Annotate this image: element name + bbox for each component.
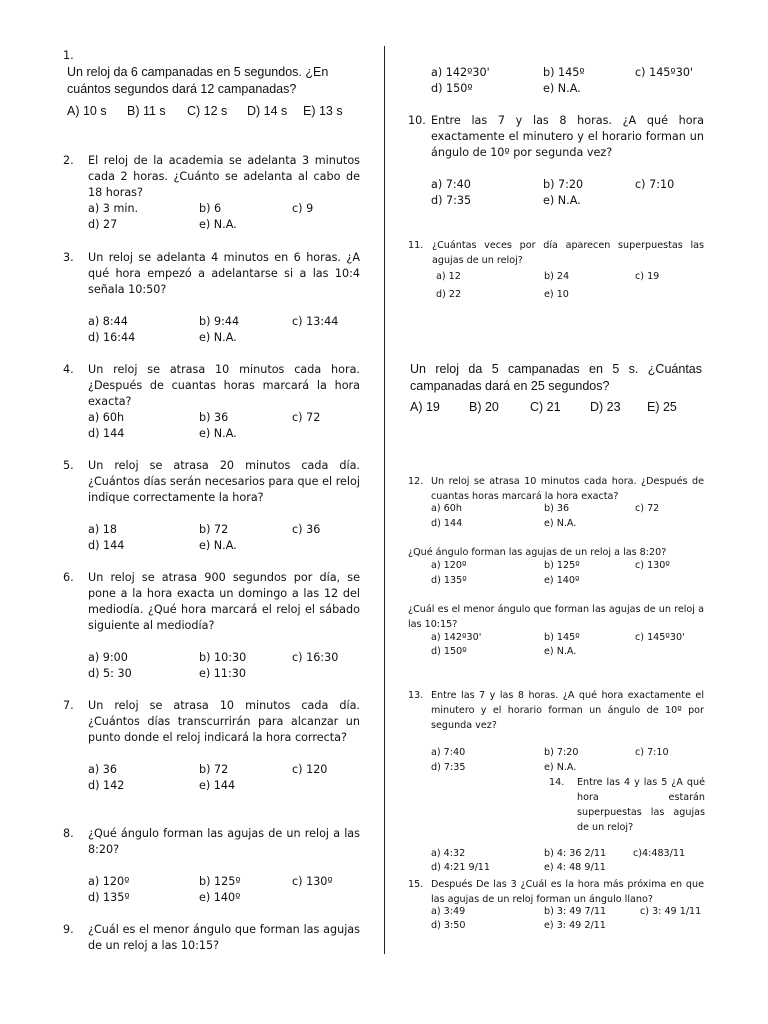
q6-option-c: c) 16:30	[292, 651, 339, 664]
q7-option-a: a) 36	[88, 763, 118, 776]
q9-option-a: a) 142º30'	[431, 66, 490, 79]
q14-option-d: d) 4:21 9/11	[431, 862, 491, 873]
angle2-option-e: e) N.A.	[544, 646, 577, 657]
q3-option-b: b) 9:44	[199, 315, 240, 328]
q8-option-e: e) 140º	[199, 891, 241, 904]
q7-option-d: d) 142	[88, 779, 125, 792]
q14-option-b: b) 4: 36 2/11	[544, 848, 607, 859]
q14-option-a: a) 4:32	[431, 848, 466, 859]
q11-option-b: b) 24	[544, 271, 570, 282]
q6-option-d: d) 5: 30	[88, 667, 132, 680]
question-11-text: ¿Cuántas veces por día aparecen superpuestas las agujas de un reloj?	[432, 240, 704, 266]
q15-option-d: d) 3:50	[431, 920, 466, 931]
angle2-option-c: c) 145º30'	[635, 632, 685, 643]
q4-option-a: a) 60h	[88, 411, 125, 424]
question-bells-text: Un reloj da 5 campanadas en 5 s. ¿Cuántas campanadas dará en 25 segundos?	[410, 362, 702, 393]
angle1-option-e: e) 140º	[544, 575, 580, 586]
q13-option-a: a) 7:40	[431, 747, 466, 758]
q5-option-b: b) 72	[199, 523, 229, 536]
question-10-text: Entre las 7 y las 8 horas. ¿A qué hora exactamente el minutero y el horario forman un ángulo de 10º por segunda vez?	[431, 114, 704, 159]
q12-option-a: a) 60h	[431, 503, 462, 514]
question-6-text: Un reloj se atrasa 900 segundos por día, se pone a la hora exacta un domingo a las 12 del mediodía. ¿Qué hora marcará el reloj el sábado siguiente al mediodía?	[88, 571, 360, 632]
question-4-text: Un reloj se atrasa 10 minutos cada hora. ¿Después de cuantas horas marcará la hora exacta?	[88, 363, 360, 408]
question-number-11: 11.	[408, 240, 424, 251]
question-number-1: 1.	[63, 49, 74, 62]
q7-option-b: b) 72	[199, 763, 229, 776]
q1-option-a: A) 10 s	[67, 104, 107, 118]
q11-option-c: c) 19	[635, 271, 660, 282]
q1-option-d: D) 14 s	[247, 104, 288, 118]
q12-option-e: e) N.A.	[544, 518, 577, 529]
q8-option-a: a) 120º	[88, 875, 130, 888]
question-7-text: Un reloj se atrasa 10 minutos cada día. ¿Cuántos días transcurrirán para alcanzar un punto donde el reloj indicará la hora correcta?	[88, 699, 360, 744]
q3-option-a: a) 8:44	[88, 315, 128, 328]
question-number-10: 10.	[408, 114, 426, 127]
angle2-option-a: a) 142º30'	[431, 632, 482, 643]
question-angle-1015-text: ¿Cuál es el menor ángulo que forman las agujas de un reloj a las 10:15?	[408, 604, 704, 630]
question-15-text: Después De las 3 ¿Cuál es la hora más próxima en que las agujas de un reloj forman un ángulo llano?	[431, 879, 704, 905]
angle2-option-d: d) 150º	[431, 646, 467, 657]
question-number-5: 5.	[63, 459, 74, 472]
q5-option-c: c) 36	[292, 523, 321, 536]
question-number-8: 8.	[63, 827, 74, 840]
q15-option-b: b) 3: 49 7/11	[544, 906, 607, 917]
q2-option-c: c) 9	[292, 202, 314, 215]
question-number-7: 7.	[63, 699, 74, 712]
q4-option-d: d) 144	[88, 427, 125, 440]
question-number-4: 4.	[63, 363, 74, 376]
q5-option-d: d) 144	[88, 539, 125, 552]
q2-option-d: d) 27	[88, 218, 118, 231]
bells-option-d: D) 23	[590, 400, 621, 414]
q6-option-e: e) 11:30	[199, 667, 247, 680]
q1-option-b: B) 11 s	[127, 104, 166, 118]
q3-option-e: e) N.A.	[199, 331, 237, 344]
q8-option-d: d) 135º	[88, 891, 130, 904]
q15-option-a: a) 3:49	[431, 906, 466, 917]
bells-option-a: A) 19	[410, 400, 440, 414]
column-divider	[384, 46, 385, 954]
angle1-option-b: b) 125º	[544, 560, 580, 571]
question-number-3: 3.	[63, 251, 74, 264]
question-angle-820-text: ¿Qué ángulo forman las agujas de un reloj a las 8:20?	[408, 547, 667, 558]
question-number-2: 2.	[63, 154, 74, 167]
question-8-text: ¿Qué ángulo forman las agujas de un reloj a las 8:20?	[88, 827, 360, 856]
question-number-9: 9.	[63, 923, 74, 936]
q10-option-d: d) 7:35	[431, 194, 472, 207]
q9-option-d: d) 150º	[431, 82, 473, 95]
q5-option-a: a) 18	[88, 523, 118, 536]
q12-option-b: b) 36	[544, 503, 570, 514]
q13-option-e: e) N.A.	[544, 762, 577, 773]
q12-option-d: d) 144	[431, 518, 463, 529]
q2-option-e: e) N.A.	[199, 218, 237, 231]
question-number-13: 13.	[408, 690, 424, 701]
q15-option-c: c) 3: 49 1/11	[640, 906, 702, 917]
question-1-text: Un reloj da 6 campanadas en 5 segundos. ¿En cuántos segundos dará 12 campanadas?	[67, 65, 329, 96]
q10-option-a: a) 7:40	[431, 178, 471, 191]
bells-option-e: E) 25	[647, 400, 677, 414]
q6-option-b: b) 10:30	[199, 651, 247, 664]
q5-option-e: e) N.A.	[199, 539, 237, 552]
q12-option-c: c) 72	[635, 503, 660, 514]
angle2-option-b: b) 145º	[544, 632, 580, 643]
bells-option-b: B) 20	[469, 400, 499, 414]
question-14-text: Entre las 4 y las 5 ¿A qué hora estarán superpuestas las agujas de un reloj?	[577, 777, 705, 833]
q2-option-b: b) 6	[199, 202, 222, 215]
angle1-option-a: a) 120º	[431, 560, 467, 571]
q8-option-c: c) 130º	[292, 875, 333, 888]
q1-option-c: C) 12 s	[187, 104, 228, 118]
question-13-text: Entre las 7 y las 8 horas. ¿A qué hora exactamente el minutero y el horario forman un ángulo de 10º por segunda vez?	[431, 690, 704, 731]
q9-option-e: e) N.A.	[543, 82, 581, 95]
q13-option-d: d) 7:35	[431, 762, 466, 773]
question-number-14: 14.	[549, 777, 565, 788]
q15-option-e: e) 3: 49 2/11	[544, 920, 606, 931]
q9-option-c: c) 145º30'	[635, 66, 694, 79]
question-number-12: 12.	[408, 476, 424, 487]
question-9-text: ¿Cuál es el menor ángulo que forman las agujas de un reloj a las 10:15?	[88, 923, 360, 952]
q11-option-d: d) 22	[436, 289, 462, 300]
q2-option-a: a) 3 min.	[88, 202, 139, 215]
question-5-text: Un reloj se atrasa 20 minutos cada día. ¿Cuántos días serán necesarios para que el reloj indique correctamente la hora?	[88, 459, 360, 504]
question-3-text: Un reloj se adelanta 4 minutos en 6 horas. ¿A qué hora empezó a adelantarse si a las 10:4 señala 10:50?	[88, 251, 360, 296]
q11-option-a: a) 12	[436, 271, 461, 282]
q14-option-e: e) 4: 48 9/11	[544, 862, 606, 873]
question-12-text: Un reloj se atrasa 10 minutos cada hora. ¿Después de cuantas horas marcará la hora exacta?	[431, 476, 704, 502]
q10-option-e: e) N.A.	[543, 194, 581, 207]
q10-option-c: c) 7:10	[635, 178, 675, 191]
q4-option-c: c) 72	[292, 411, 321, 424]
q13-option-c: c) 7:10	[635, 747, 669, 758]
q7-option-c: c) 120	[292, 763, 328, 776]
question-number-15: 15.	[408, 879, 424, 890]
q7-option-e: e) 144	[199, 779, 236, 792]
q8-option-b: b) 125º	[199, 875, 241, 888]
q3-option-c: c) 13:44	[292, 315, 339, 328]
q1-option-e: E) 13 s	[303, 104, 343, 118]
question-2-text: El reloj de la academia se adelanta 3 minutos cada 2 horas. ¿Cuánto se adelanta al cabo de 18 horas?	[88, 154, 360, 199]
q4-option-e: e) N.A.	[199, 427, 237, 440]
q10-option-b: b) 7:20	[543, 178, 584, 191]
q9-option-b: b) 145º	[543, 66, 585, 79]
q3-option-d: d) 16:44	[88, 331, 136, 344]
q11-option-e: e) 10	[544, 289, 569, 300]
angle1-option-d: d) 135º	[431, 575, 467, 586]
q4-option-b: b) 36	[199, 411, 229, 424]
q13-option-b: b) 7:20	[544, 747, 579, 758]
bells-option-c: C) 21	[530, 400, 561, 414]
angle1-option-c: c) 130º	[635, 560, 670, 571]
question-number-6: 6.	[63, 571, 74, 584]
q6-option-a: a) 9:00	[88, 651, 128, 664]
q14-option-c: c)4:483/11	[633, 848, 686, 859]
